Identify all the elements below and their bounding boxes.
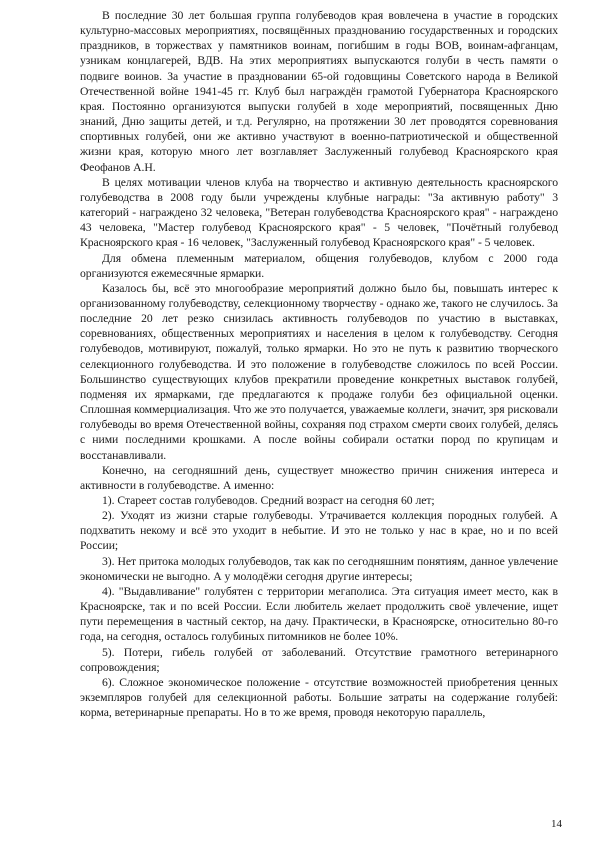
list-item-reason-1: 1). Стареет состав голубеводов. Средний возраст на сегодня 60 лет; bbox=[102, 494, 435, 507]
page-number: 14 bbox=[551, 818, 562, 830]
list-item-reason-5: 5). Потери, гибель голубей от заболеваний. Отсутствие грамотного ветеринарного сопровождения; bbox=[80, 645, 558, 674]
paragraph-city-events: В последние 30 лет большая группа голубеводов края вовлечена в участие в городских культурно-массовых мероприятиях, посвящённых празднованию государственных и городских праздников, в торжествах у памятников воинам, погибшим в годы ВОВ, воинам-афганцам, узникам концлагерей, ВДВ. На этих мероприятиях выпускаются голуби в честь памяти о подвиге воинов. За участие в праздновании 65-ой годовщины Советского народа в Великой Отечественной войне 1941-45 гг. Клуб был награждён грамотой Губернатора Красноярского края. Постоянно организуются выпуски голубей в ходе мероприятий, посвященных Дню знаний, Дню защиты детей, и т.д. Регулярно, на протяжении 30 лет проводятся соревнования спортивных голубей, они же активно участвуют в военно-патриотической и общественной жизни края, которую много лет возглавляет Заслуженный голубевод Красноярского края Феофанов А.Н. bbox=[80, 9, 558, 174]
list-item-reason-3: 3). Нет притока молодых голубеводов, так как по сегодняшним понятиям, данное увлечение экономически не выгодно. А у молодёжи сегодня другие интересы; bbox=[80, 554, 558, 583]
paragraph-decline: Казалось бы, всё это многообразие мероприятий должно было бы, повышать интерес к организованному голубеводству, селекционному творчеству - однако же, такого не случилось. За последние 20 лет резко снизилась активность голубеводов по участию в выставках, соревнованиях, общественных мероприятиях и населения в целом к голубеводству. Сегодня голубеводов, мотивируют, пожалуй, только ярмарки. Но это не путь к развитию творческого селекционного голубеводства. И это положение в голубеводстве сложилось по всей России. Большинство существующих клубов прекратили проведение конкретных выставок голубей, подменяя их ярмарками, где предлагаются к продаже голуби без официальной оценки. Сплошная коммерциализация. Что же это получается, уважаемые коллеги, значит, зря рисковали голубеводы во время Отечественной войны, сохраняя под страхом смерти своих голубей, делясь с ними последними крошками. А после войны собирали остатки пород по крупицам и восстанавливали. bbox=[80, 281, 558, 462]
list-item-reason-2: 2). Уходят из жизни старые голубеводы. Утрачивается коллекция породных голубей. А подхватить некому и всё это уходит в небытие. И это не только у нас в крае, но и по всей России; bbox=[80, 509, 558, 553]
paragraph-fairs: Для обмена племенным материалом, общения голубеводов, клубом с 2000 года организуются ежемесячные ярмарки. bbox=[80, 251, 558, 280]
list-item-reason-4: 4). "Выдавливание" голубятен с территории мегаполиса. Эта ситуация имеет место, как в Красноярске, так и по всей России. Если любитель желает продолжить своё увлечение, ищет пути перемещения в частный сектор, на дачу. Практически, в Красноярске, относительно 80-го года, на сегодня, осталось голубиных питомников не более 10%. bbox=[80, 584, 558, 644]
list-item-reason-6: 6). Сложное экономическое положение - отсутствие возможностей приобретения ценных экземпляров голубей для селекционной работы. Большие затраты на содержание голубей: корма, ветеринарные препараты. Но в то же время, проводя некоторую параллель, bbox=[80, 675, 558, 720]
document-page bbox=[80, 8, 558, 720]
paragraph-reasons-intro: Конечно, на сегодняшний день, существует множество причин снижения интереса и активности в голубеводстве. А именно: bbox=[80, 463, 558, 492]
paragraph-club-awards: В целях мотивации членов клуба на творчество и активную деятельность красноярского голубеводства в 2008 году были учреждены клубные награды: "За активную работу" 3 категорий - награждено 32 человека, "Ветеран голубеводства Красноярского края" - награждено 43 человека, "Мастер голубевод Красноярского края" - 5 человек, "Почётный голубевод Красноярского края - 16 человек, "Заслуженный голубевод Красноярского края" - 5 человек. bbox=[80, 175, 558, 250]
